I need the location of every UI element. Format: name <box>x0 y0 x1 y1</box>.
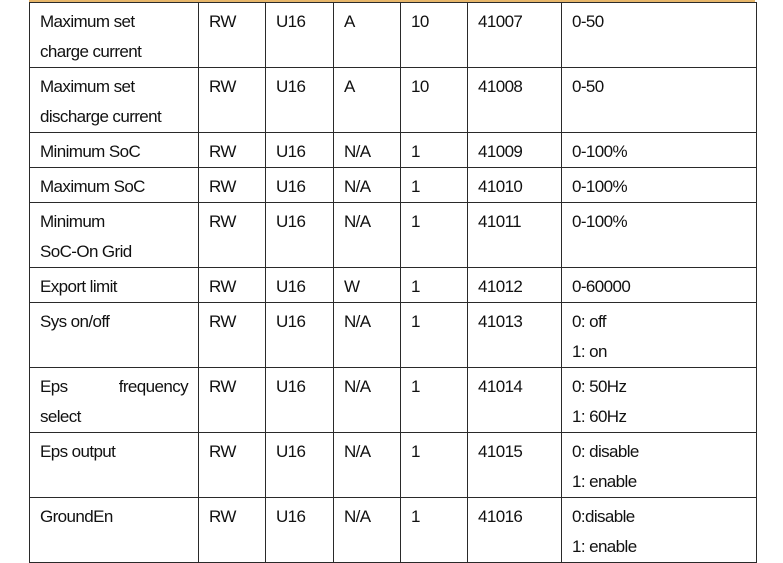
unit-cell <box>334 268 401 303</box>
address-value: 41015 <box>478 442 523 461</box>
access-cell <box>199 368 266 433</box>
access-value: RW <box>209 442 236 461</box>
access-value: RW <box>209 142 236 161</box>
access-cell <box>199 433 266 498</box>
range-line: 0-100% <box>572 142 627 161</box>
register-name-line: Sys on/off <box>40 312 110 331</box>
register-name-cell <box>30 133 199 168</box>
range-line: 0-50 <box>572 77 604 96</box>
address-value: 41009 <box>478 142 523 161</box>
unit-cell <box>334 433 401 498</box>
register-name-line: Maximum SoC <box>40 177 145 196</box>
gain-value: 1 <box>411 442 420 461</box>
access-value: RW <box>209 212 236 231</box>
register-name-word: frequency <box>118 377 188 396</box>
range-line: 0: 50Hz <box>572 377 627 396</box>
range-cell <box>562 368 757 433</box>
access-cell <box>199 133 266 168</box>
data-type-cell <box>266 368 334 433</box>
address-cell <box>468 203 562 268</box>
table-row <box>30 268 757 303</box>
register-name-cell <box>30 3 199 68</box>
gain-cell <box>401 133 468 168</box>
unit-value: A <box>344 77 355 96</box>
gain-cell <box>401 433 468 498</box>
address-value: 41011 <box>478 212 522 231</box>
range-cell <box>562 303 757 368</box>
gain-cell <box>401 203 468 268</box>
gain-value: 1 <box>411 377 420 396</box>
access-value: RW <box>209 277 236 296</box>
register-name-line <box>40 372 198 402</box>
address-cell <box>468 303 562 368</box>
gain-cell <box>401 368 468 433</box>
range-cell <box>562 498 757 563</box>
register-table-body <box>30 3 757 563</box>
table-row <box>30 68 757 133</box>
register-name-line: Minimum <box>40 212 105 231</box>
register-name-cell <box>30 168 199 203</box>
range-line: 0-50 <box>572 12 604 31</box>
table-row <box>30 433 757 498</box>
data-type-value: U16 <box>276 312 306 331</box>
access-cell <box>199 68 266 133</box>
address-cell <box>468 368 562 433</box>
register-name-cell <box>30 433 199 498</box>
unit-value: N/A <box>344 507 371 526</box>
address-cell <box>468 133 562 168</box>
range-line: 0-60000 <box>572 277 631 296</box>
data-type-value: U16 <box>276 507 306 526</box>
unit-cell <box>334 203 401 268</box>
address-value: 41014 <box>478 377 523 396</box>
register-name-line: Minimum SoC <box>40 142 141 161</box>
address-cell <box>468 268 562 303</box>
data-type-cell <box>266 3 334 68</box>
access-value: RW <box>209 77 236 96</box>
register-name-line: Maximum set <box>40 12 135 31</box>
table-row <box>30 203 757 268</box>
gain-value: 1 <box>411 312 420 331</box>
data-type-cell <box>266 133 334 168</box>
access-cell <box>199 203 266 268</box>
unit-cell <box>334 168 401 203</box>
gain-value: 1 <box>411 277 420 296</box>
register-name-cell <box>30 268 199 303</box>
data-type-value: U16 <box>276 277 306 296</box>
gain-cell <box>401 3 468 68</box>
gain-value: 1 <box>411 212 420 231</box>
address-cell <box>468 433 562 498</box>
range-cell <box>562 168 757 203</box>
address-value: 41016 <box>478 507 523 526</box>
access-value: RW <box>209 177 236 196</box>
range-cell <box>562 268 757 303</box>
unit-cell <box>334 133 401 168</box>
unit-value: N/A <box>344 212 371 231</box>
range-cell <box>562 433 757 498</box>
register-name-line: charge current <box>40 42 142 61</box>
data-type-cell <box>266 168 334 203</box>
gain-value: 10 <box>411 12 429 31</box>
gain-cell <box>401 498 468 563</box>
range-line: 0: disable <box>572 442 639 461</box>
unit-cell <box>334 498 401 563</box>
register-name-line: GroundEn <box>40 507 113 526</box>
access-value: RW <box>209 312 236 331</box>
access-cell <box>199 303 266 368</box>
register-name-word: Eps <box>40 377 68 396</box>
gain-cell <box>401 168 468 203</box>
register-name-line: Maximum set <box>40 77 135 96</box>
access-value: RW <box>209 507 236 526</box>
access-cell <box>199 498 266 563</box>
access-cell <box>199 168 266 203</box>
range-cell <box>562 203 757 268</box>
data-type-cell <box>266 203 334 268</box>
gain-cell <box>401 68 468 133</box>
register-name-line: Eps output <box>40 442 116 461</box>
unit-value: N/A <box>344 312 371 331</box>
address-value: 41012 <box>478 277 523 296</box>
register-name-cell <box>30 368 199 433</box>
access-cell <box>199 3 266 68</box>
range-cell <box>562 133 757 168</box>
gain-cell <box>401 303 468 368</box>
range-line: 1: on <box>572 342 607 361</box>
unit-value: N/A <box>344 442 371 461</box>
data-type-value: U16 <box>276 142 306 161</box>
range-line: 1: enable <box>572 537 637 556</box>
range-line: 0:disable <box>572 507 635 526</box>
table-row <box>30 3 757 68</box>
data-type-cell <box>266 68 334 133</box>
range-line: 1: enable <box>572 472 637 491</box>
register-name-line: discharge current <box>40 107 162 126</box>
data-type-value: U16 <box>276 377 306 396</box>
table-row <box>30 133 757 168</box>
unit-cell <box>334 3 401 68</box>
address-value: 41007 <box>478 12 523 31</box>
unit-value: W <box>344 277 360 296</box>
gain-cell <box>401 268 468 303</box>
range-line: 0: off <box>572 312 606 331</box>
data-type-value: U16 <box>276 212 306 231</box>
register-name-line: SoC-On Grid <box>40 242 132 261</box>
range-line: 0-100% <box>572 177 627 196</box>
address-value: 41013 <box>478 312 523 331</box>
gain-value: 1 <box>411 507 420 526</box>
gain-value: 1 <box>411 177 420 196</box>
register-name-cell <box>30 303 199 368</box>
data-type-value: U16 <box>276 177 306 196</box>
table-row <box>30 168 757 203</box>
address-cell <box>468 3 562 68</box>
access-cell <box>199 268 266 303</box>
range-cell <box>562 3 757 68</box>
unit-value: N/A <box>344 177 371 196</box>
address-value: 41008 <box>478 77 523 96</box>
register-name-line: Export limit <box>40 277 117 296</box>
unit-cell <box>334 368 401 433</box>
register-name-cell <box>30 68 199 133</box>
data-type-value: U16 <box>276 77 306 96</box>
range-cell <box>562 68 757 133</box>
data-type-value: U16 <box>276 12 306 31</box>
data-type-cell <box>266 498 334 563</box>
address-value: 41010 <box>478 177 523 196</box>
gain-value: 10 <box>411 77 429 96</box>
unit-value: N/A <box>344 142 371 161</box>
unit-value: A <box>344 12 355 31</box>
unit-value: N/A <box>344 377 371 396</box>
unit-cell <box>334 303 401 368</box>
data-type-cell <box>266 433 334 498</box>
unit-cell <box>334 68 401 133</box>
register-name-cell <box>30 498 199 563</box>
address-cell <box>468 498 562 563</box>
table-row <box>30 303 757 368</box>
table-row <box>30 498 757 563</box>
data-type-cell <box>266 268 334 303</box>
table-row <box>30 368 757 433</box>
access-value: RW <box>209 377 236 396</box>
register-table <box>29 2 757 563</box>
gain-value: 1 <box>411 142 420 161</box>
access-value: RW <box>209 12 236 31</box>
address-cell <box>468 68 562 133</box>
data-type-value: U16 <box>276 442 306 461</box>
data-type-cell <box>266 303 334 368</box>
range-line: 1: 60Hz <box>572 407 627 426</box>
register-name-line: select <box>40 407 81 426</box>
register-name-cell <box>30 203 199 268</box>
address-cell <box>468 168 562 203</box>
range-line: 0-100% <box>572 212 627 231</box>
